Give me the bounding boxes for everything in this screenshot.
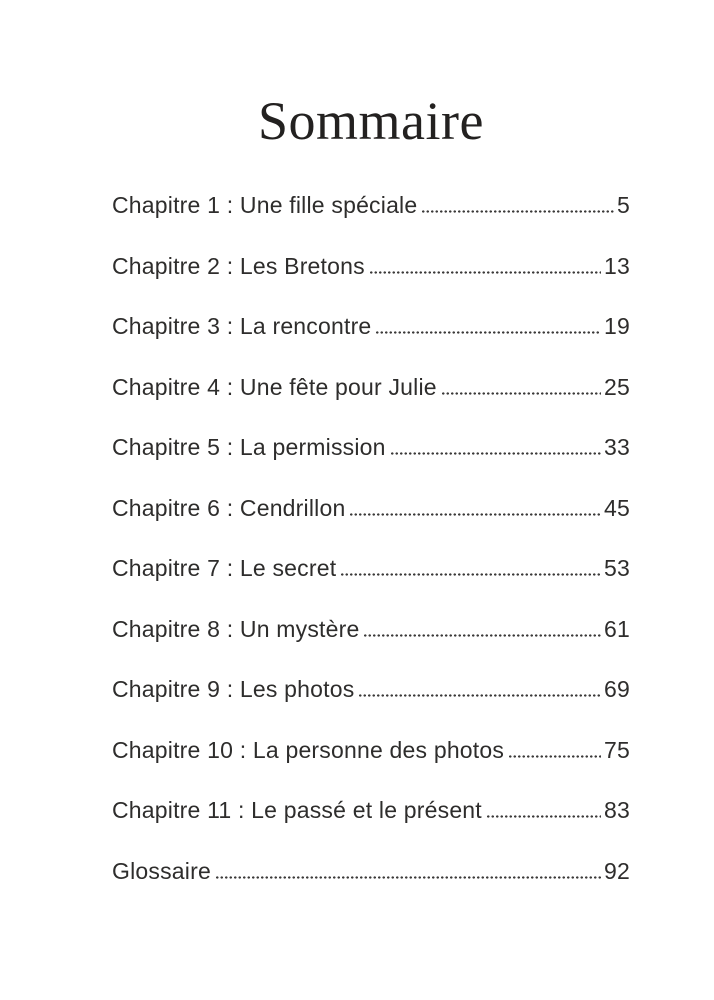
toc-entry (112, 192, 630, 253)
toc-entry-page: 33 (604, 434, 630, 460)
toc-entry (112, 737, 630, 798)
toc-content (112, 0, 630, 918)
toc-entry (112, 676, 630, 737)
toc-entry-label: Chapitre 5 : La permission (112, 434, 386, 460)
toc-entry-page: 5 (617, 192, 630, 218)
toc-entry (112, 495, 630, 556)
toc-entry (112, 555, 630, 616)
toc-entry-page: 83 (604, 797, 630, 823)
dotted-leader (390, 452, 601, 455)
toc-entry (112, 434, 630, 495)
toc-entry-label: Chapitre 9 : Les photos (112, 676, 355, 702)
toc-entry (112, 797, 630, 858)
toc-entry-page: 69 (604, 676, 630, 702)
dotted-leader (375, 331, 601, 334)
dotted-leader (349, 513, 601, 516)
toc-entry (112, 374, 630, 435)
toc-entry-label: Chapitre 2 : Les Bretons (112, 252, 365, 279)
toc-entry-page: 61 (604, 615, 630, 642)
toc-entry (112, 253, 630, 314)
toc-entry-page: 19 (604, 313, 630, 339)
toc-entry-page: 13 (604, 252, 630, 279)
toc-entry-label: Chapitre 11 : Le passé et le présent (112, 797, 482, 823)
toc-entry-label: Chapitre 1 : Une fille spéciale (112, 192, 418, 218)
toc-entry-page: 92 (604, 857, 630, 884)
dotted-leader (508, 755, 601, 758)
toc-entry-page: 53 (604, 555, 630, 581)
toc-entry-label: Chapitre 8 : Un mystère (112, 615, 360, 642)
toc-entry-label: Chapitre 6 : Cendrillon (112, 494, 346, 521)
toc-entry-label: Chapitre 3 : La rencontre (112, 313, 372, 339)
toc-entry-page: 25 (604, 373, 630, 400)
toc-entry-label: Chapitre 7 : Le secret (112, 555, 337, 581)
dotted-leader (363, 634, 601, 637)
dotted-leader (215, 876, 601, 879)
page-title: Sommaire (258, 91, 484, 151)
dotted-leader (340, 573, 601, 576)
dotted-leader (486, 815, 601, 818)
toc-entry-page: 75 (604, 736, 630, 763)
dotted-leader (441, 392, 601, 395)
toc-entry (112, 858, 630, 919)
toc-entry-label: Chapitre 4 : Une fête pour Julie (112, 373, 437, 400)
toc-entry (112, 616, 630, 677)
toc-entry (112, 313, 630, 374)
dotted-leader (358, 694, 601, 697)
dotted-leader (369, 271, 601, 274)
toc-entry-label: Glossaire (112, 857, 211, 884)
toc-entry-page: 45 (604, 494, 630, 521)
dotted-leader (421, 210, 614, 213)
toc-list (112, 192, 630, 918)
toc-entry-label: Chapitre 10 : La personne des photos (112, 736, 505, 763)
